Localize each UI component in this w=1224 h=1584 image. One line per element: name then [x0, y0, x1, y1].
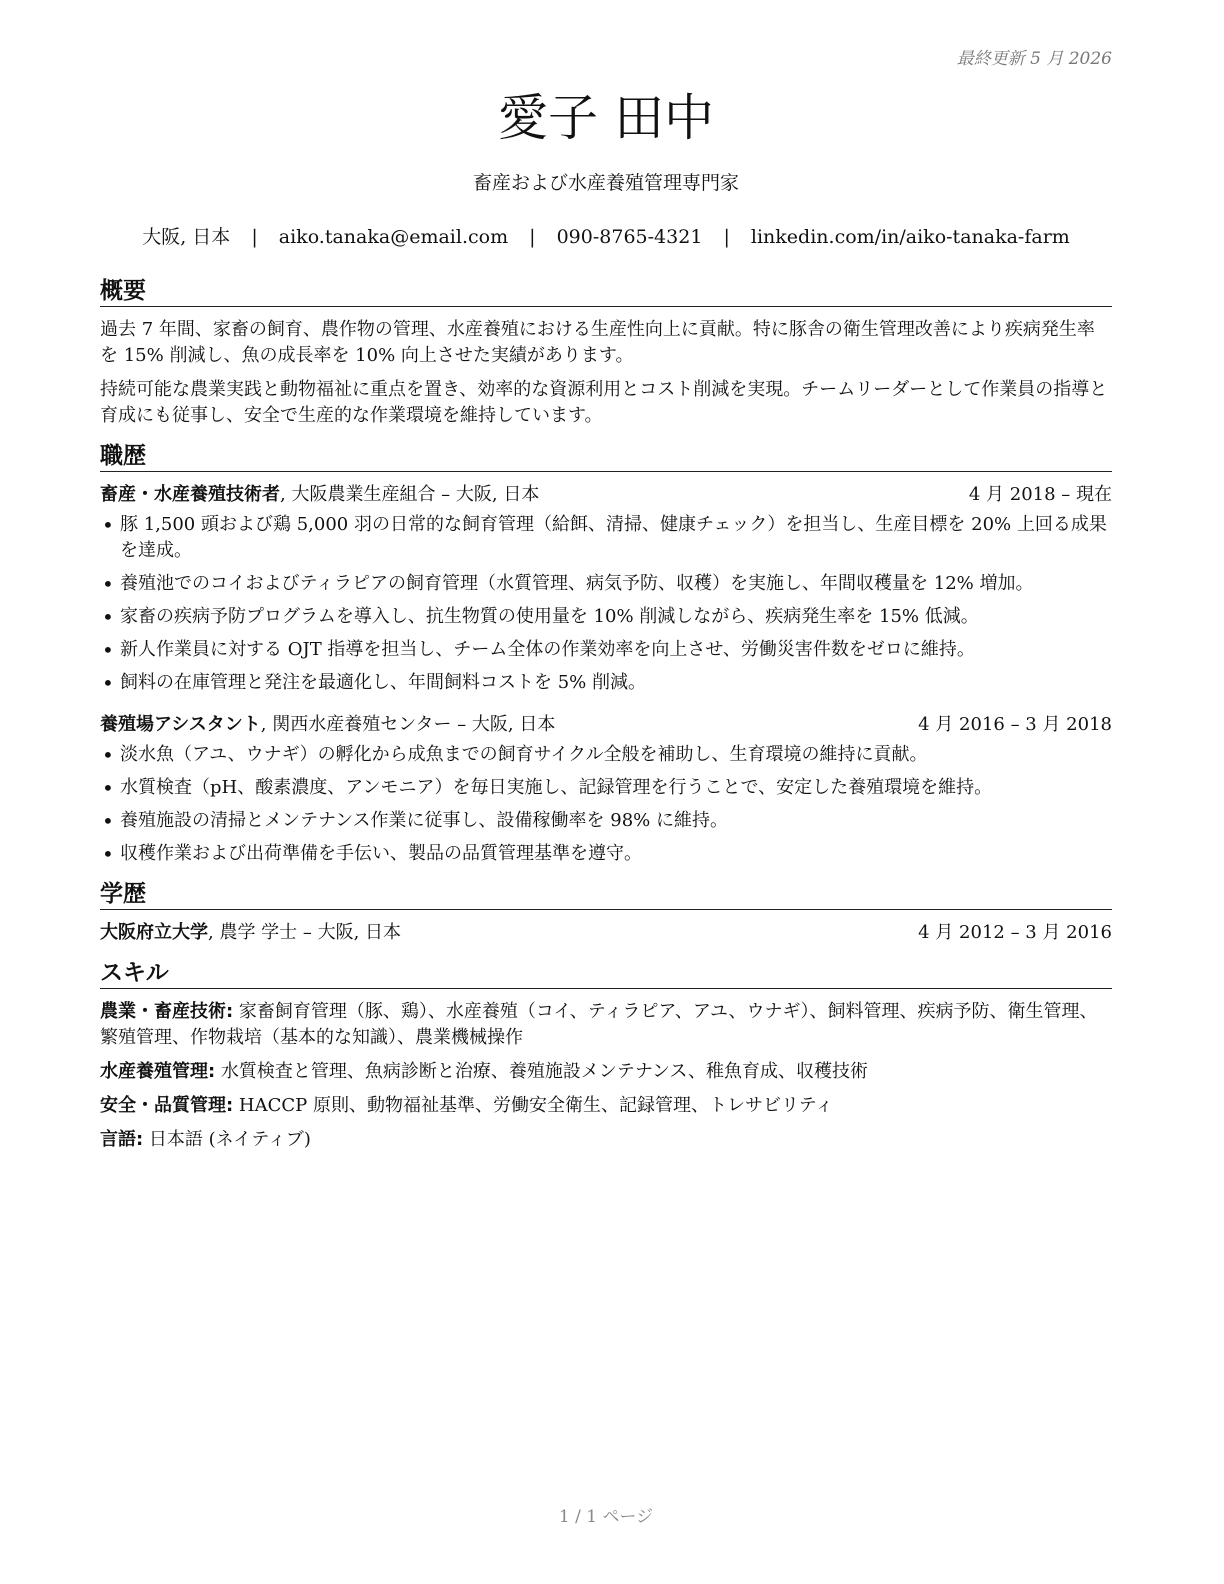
summary-paragraph: 持続可能な農業実践と動物福祉に重点を置き、効率的な資源利用とコスト削減を実現。チームリーダーとして作業員の指導と育成にも従事し、安全で生産的な作業環境を維持しています。 — [100, 379, 1108, 426]
summary-paragraph: 過去 7 年間、家畜の飼育、農作物の管理、水産養殖における生産性向上に貢献。特に豚舎の衛生管理改善により疾病発生率を 15% 削減し、魚の成長率を 10% 向上させた実績があります。 — [100, 319, 1095, 366]
contact-separator: | — [723, 226, 730, 248]
job-title-line — [100, 482, 539, 508]
education-entry — [100, 920, 1112, 946]
skill-value: 水質検査と管理、魚病診断と治療、養殖施設メンテナンス、稚魚育成、収穫技術 — [215, 1061, 869, 1082]
contact-phone: 090-8765-4321 — [556, 226, 703, 248]
education-section — [100, 879, 1112, 946]
skill-item — [100, 1127, 1112, 1153]
experience-section — [100, 441, 1112, 867]
skill-item — [100, 1059, 1112, 1085]
job-title-line — [100, 712, 555, 738]
job-entry — [100, 712, 1112, 867]
skill-label: 農業・畜産技術: — [100, 1001, 234, 1022]
job-dates: 4 月 2018 – 現在 — [968, 484, 1112, 505]
skill-value: 日本語 (ネイティブ) — [143, 1129, 311, 1150]
contact-separator: | — [529, 226, 536, 248]
job-role: 養殖場アシスタント — [100, 714, 261, 735]
page-number: 1 / 1 ページ — [558, 1507, 654, 1527]
skills-heading: スキル — [100, 958, 1112, 989]
list-item: • 淡水魚（アユ、ウナギ）の孵化から成魚までの飼育サイクル全般を補助し、生育環境の維持に貢献。 — [100, 742, 1112, 768]
education-school: 大阪府立大学 — [100, 922, 208, 943]
list-item: • 養殖施設の清掃とメンテナンス作業に従事し、設備稼働率を 98% に維持。 — [100, 808, 1112, 834]
job-header — [100, 482, 1112, 508]
job-dates: 4 月 2016 – 3 月 2018 — [918, 714, 1112, 735]
job-entry — [100, 482, 1112, 696]
list-item: • 新人作業員に対する OJT 指導を担当し、チーム全体の作業効率を向上させ、労働災害件数をゼロに維持。 — [100, 637, 1112, 663]
job-header — [100, 712, 1112, 738]
resume-content — [100, 276, 1112, 1165]
job-org: , 大阪農業生産組合 – 大阪, 日本 — [280, 484, 540, 505]
candidate-title: 畜産および水産養殖管理専門家 — [472, 172, 739, 194]
education-heading: 学歴 — [100, 879, 1112, 910]
skills-section — [100, 958, 1112, 1153]
contact-separator: | — [251, 226, 258, 248]
skill-item — [100, 999, 1112, 1051]
education-detail: , 農学 学士 – 大阪, 日本 — [208, 922, 402, 943]
skill-label: 水産養殖管理: — [100, 1061, 216, 1082]
summary-section — [100, 276, 1112, 429]
list-item: • 飼料の在庫管理と発注を最適化し、年間飼料コストを 5% 削減。 — [100, 670, 1112, 696]
list-item: • 家畜の疾病予防プログラムを導入し、抗生物質の使用量を 10% 削減しながら、疾病発生率を 15% 低減。 — [100, 604, 1112, 630]
contact-location: 大阪, 日本 — [142, 226, 231, 248]
skill-value: HACCP 原則、動物福祉基準、労働安全衛生、記録管理、トレサビリティ — [233, 1095, 834, 1116]
contact-email[interactable]: aiko.tanaka@email.com — [278, 226, 509, 248]
education-dates: 4 月 2012 – 3 月 2016 — [918, 922, 1112, 943]
job-org: , 関西水産養殖センター – 大阪, 日本 — [260, 714, 556, 735]
education-title-line — [100, 920, 401, 946]
list-item: • 水質検査（pH、酸素濃度、アンモニア）を毎日実施し、記録管理を行うことで、安定した養殖環境を維持。 — [100, 775, 1112, 801]
list-item: • 養殖池でのコイおよびティラピアの飼育管理（水質管理、病気予防、収穫）を実施し、年間収穫量を 12% 増加。 — [100, 571, 1112, 597]
summary-heading: 概要 — [100, 276, 1112, 307]
job-role: 畜産・水産養殖技術者 — [100, 484, 280, 505]
skill-label: 言語: — [100, 1129, 144, 1150]
job-bullets — [100, 512, 1112, 696]
experience-heading: 職歴 — [100, 441, 1112, 472]
list-item: • 収穫作業および出荷準備を手伝い、製品の品質管理基準を遵守。 — [100, 841, 1112, 867]
skill-item — [100, 1093, 1112, 1119]
skill-label: 安全・品質管理: — [100, 1095, 234, 1116]
contact-linkedin[interactable]: linkedin.com/in/aiko-tanaka-farm — [750, 226, 1070, 248]
last-updated: 最終更新 5 月 2026 — [956, 49, 1112, 69]
resume-page — [100, 0, 1112, 1584]
skill-value: 家畜飼育管理（豚、鶏）、水産養殖（コイ、ティラピア、アユ、ウナギ）、飼料管理、疾病予防、衛生管理、繁殖管理、作物栽培（基本的な知識）、農業機械操作 — [100, 1001, 1098, 1048]
candidate-name: 愛子 田中 — [498, 89, 714, 147]
job-bullets — [100, 742, 1112, 867]
list-item: • 豚 1,500 頭および鶏 5,000 羽の日常的な飼育管理（給餌、清掃、健康チェック）を担当し、生産目標を 20% 上回る成果を達成。 — [100, 512, 1112, 564]
contact-line — [100, 224, 1112, 250]
